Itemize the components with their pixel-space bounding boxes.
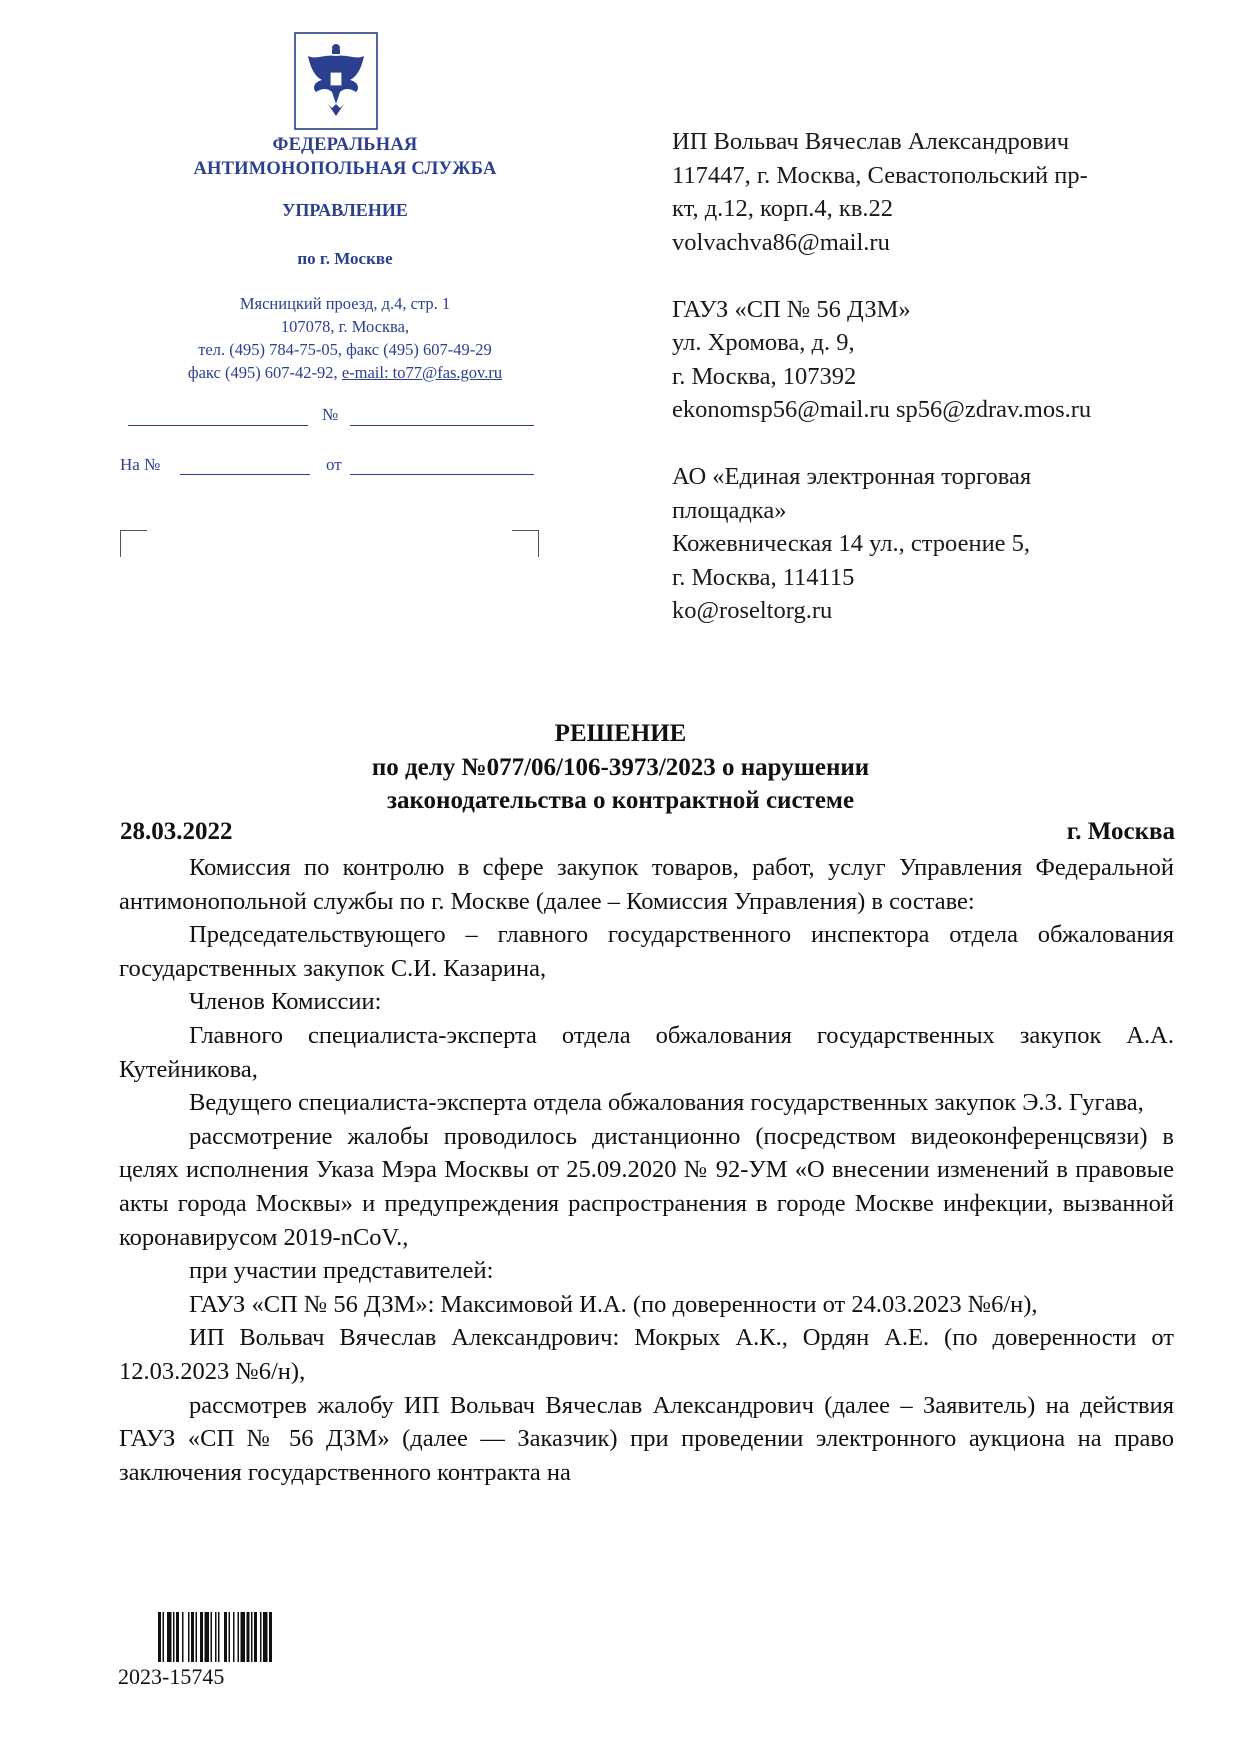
body-paragraph: рассмотрев жалобу ИП Вольвач Вячеслав Александрович (далее – Заявитель) на действия ГАУЗ «СП № 56 ДЗМ» (далее — Заказчик) при проведении электронного аукциона на право заключения государственного контракта на: [119, 1391, 1174, 1486]
from-label: от: [326, 455, 342, 474]
incoming-number-field: [180, 474, 310, 475]
department-city: по г. Москве: [297, 249, 393, 268]
agency-name: [110, 133, 580, 181]
recipient-line: ГАУЗ «СП № 56 ДЗМ»: [672, 295, 911, 323]
phone-line: тел. (495) 784-75-05, факс (495) 607-49-29: [198, 340, 492, 359]
recipient-line: ул. Хромова, д. 9,: [672, 329, 855, 356]
fax-text: факс (495) 607-42-92,: [187, 363, 342, 382]
body-paragraph: при участии представителей:: [189, 1257, 494, 1285]
body-paragraph: ГАУЗ «СП № 56 ДЗМ»: Максимовой И.А. (по доверенности от 24.03.2023 №6/н),: [189, 1290, 1038, 1318]
on-number-label: На №: [120, 455, 161, 474]
agency-contacts: [110, 292, 580, 384]
decision-heading: РЕШЕНИЕ: [554, 720, 687, 747]
address-corner-left: [120, 530, 147, 557]
recipient-line: ko@roseltorg.ru: [672, 597, 833, 624]
recipient-line: 117447, г. Москва, Севастопольский пр-: [672, 161, 1088, 189]
barcode-number: 2023-15745: [118, 1664, 225, 1689]
recipient-line: ekonomsp56@mail.ru sp56@zdrav.mos.ru: [672, 396, 1092, 423]
recipient-line: г. Москва, 107392: [672, 362, 857, 390]
recipient-line: г. Москва, 114115: [672, 563, 855, 591]
recipient-operator: [672, 460, 1192, 628]
body-paragraph: рассмотрение жалобы проводилось дистанционно (посредством видеоконференцсвязи) в целях исполнения Указа Мэра Москвы от 25.09.2020 № 92-УМ «О внесении изменений в правовые акты города Москвы» и предупреждения распространения в городе Москве инфекции, вызванной коронавирусом 2019-nCoV.,: [119, 1122, 1174, 1251]
address-corner-right: [512, 530, 539, 557]
recipients-block: [672, 125, 1192, 661]
body-paragraph: Комиссия по контролю в сфере закупок товаров, работ, услуг Управления Федеральной антимонопольной службы по г. Москве (далее – Комиссия Управления) в составе:: [119, 854, 1174, 915]
recipient-line: АО «Единая электронная торговая: [672, 463, 1032, 490]
address-line2: 107078, г. Москва,: [280, 317, 410, 336]
decision-body: [119, 851, 1174, 1489]
agency-name-line2: АНТИМОНОПОЛЬНАЯ СЛУЖБА: [193, 159, 497, 179]
date-place-row: [120, 818, 1175, 846]
decision-place: г. Москва: [1066, 818, 1175, 845]
agency-name-line1: ФЕДЕРАЛЬНАЯ: [272, 135, 418, 155]
outgoing-number-field: [350, 425, 534, 426]
outgoing-date-field: [128, 425, 308, 426]
fax-email-line: [110, 361, 580, 384]
email-link[interactable]: e-mail: to77@fas.gov.ru: [341, 363, 503, 382]
decision-subtitle-line2: законодательства о контрактной системе: [386, 787, 855, 814]
body-paragraph: Членов Комиссии:: [189, 988, 382, 1016]
recipient-line: Кожевническая 14 ул., строение 5,: [672, 530, 1031, 557]
recipient-line: площадка»: [672, 496, 787, 524]
decision-subtitle-line1: по делу №077/06/106-3973/2023 о нарушении: [371, 754, 870, 781]
recipient-customer: [672, 293, 1192, 427]
number-label: №: [322, 405, 339, 424]
address-line1: Мясницкий проезд, д.4, стр. 1: [239, 294, 451, 313]
recipient-line: volvachva86@mail.ru: [672, 228, 890, 256]
body-paragraph: Председательствующего – главного государственного инспектора отдела обжалования государственных закупок С.И. Казарина,: [119, 921, 1174, 982]
recipient-line: ИП Вольвач Вячеслав Александрович: [672, 128, 1070, 155]
incoming-date-field: [350, 474, 534, 475]
barcode: [156, 1612, 326, 1662]
coat-of-arms-emblem: [294, 32, 378, 130]
body-paragraph: Ведущего специалиста-эксперта отдела обжалования государственных закупок Э.З. Гугава,: [189, 1089, 1144, 1117]
recipient-line: кт, д.12, корп.4, кв.22: [672, 195, 894, 222]
department-label: УПРАВЛЕНИЕ: [282, 200, 408, 220]
body-paragraph: Главного специалиста-эксперта отдела обжалования государственных закупок А.А. Кутейникова,: [119, 1021, 1174, 1083]
recipient-applicant: [672, 125, 1192, 259]
body-paragraph: ИП Вольвач Вячеслав Александрович: Мокрых А.К., Ордян А.Е. (по доверенности от 12.03.2023 №6/н),: [119, 1324, 1174, 1385]
decision-date: 28.03.2022: [120, 818, 233, 845]
